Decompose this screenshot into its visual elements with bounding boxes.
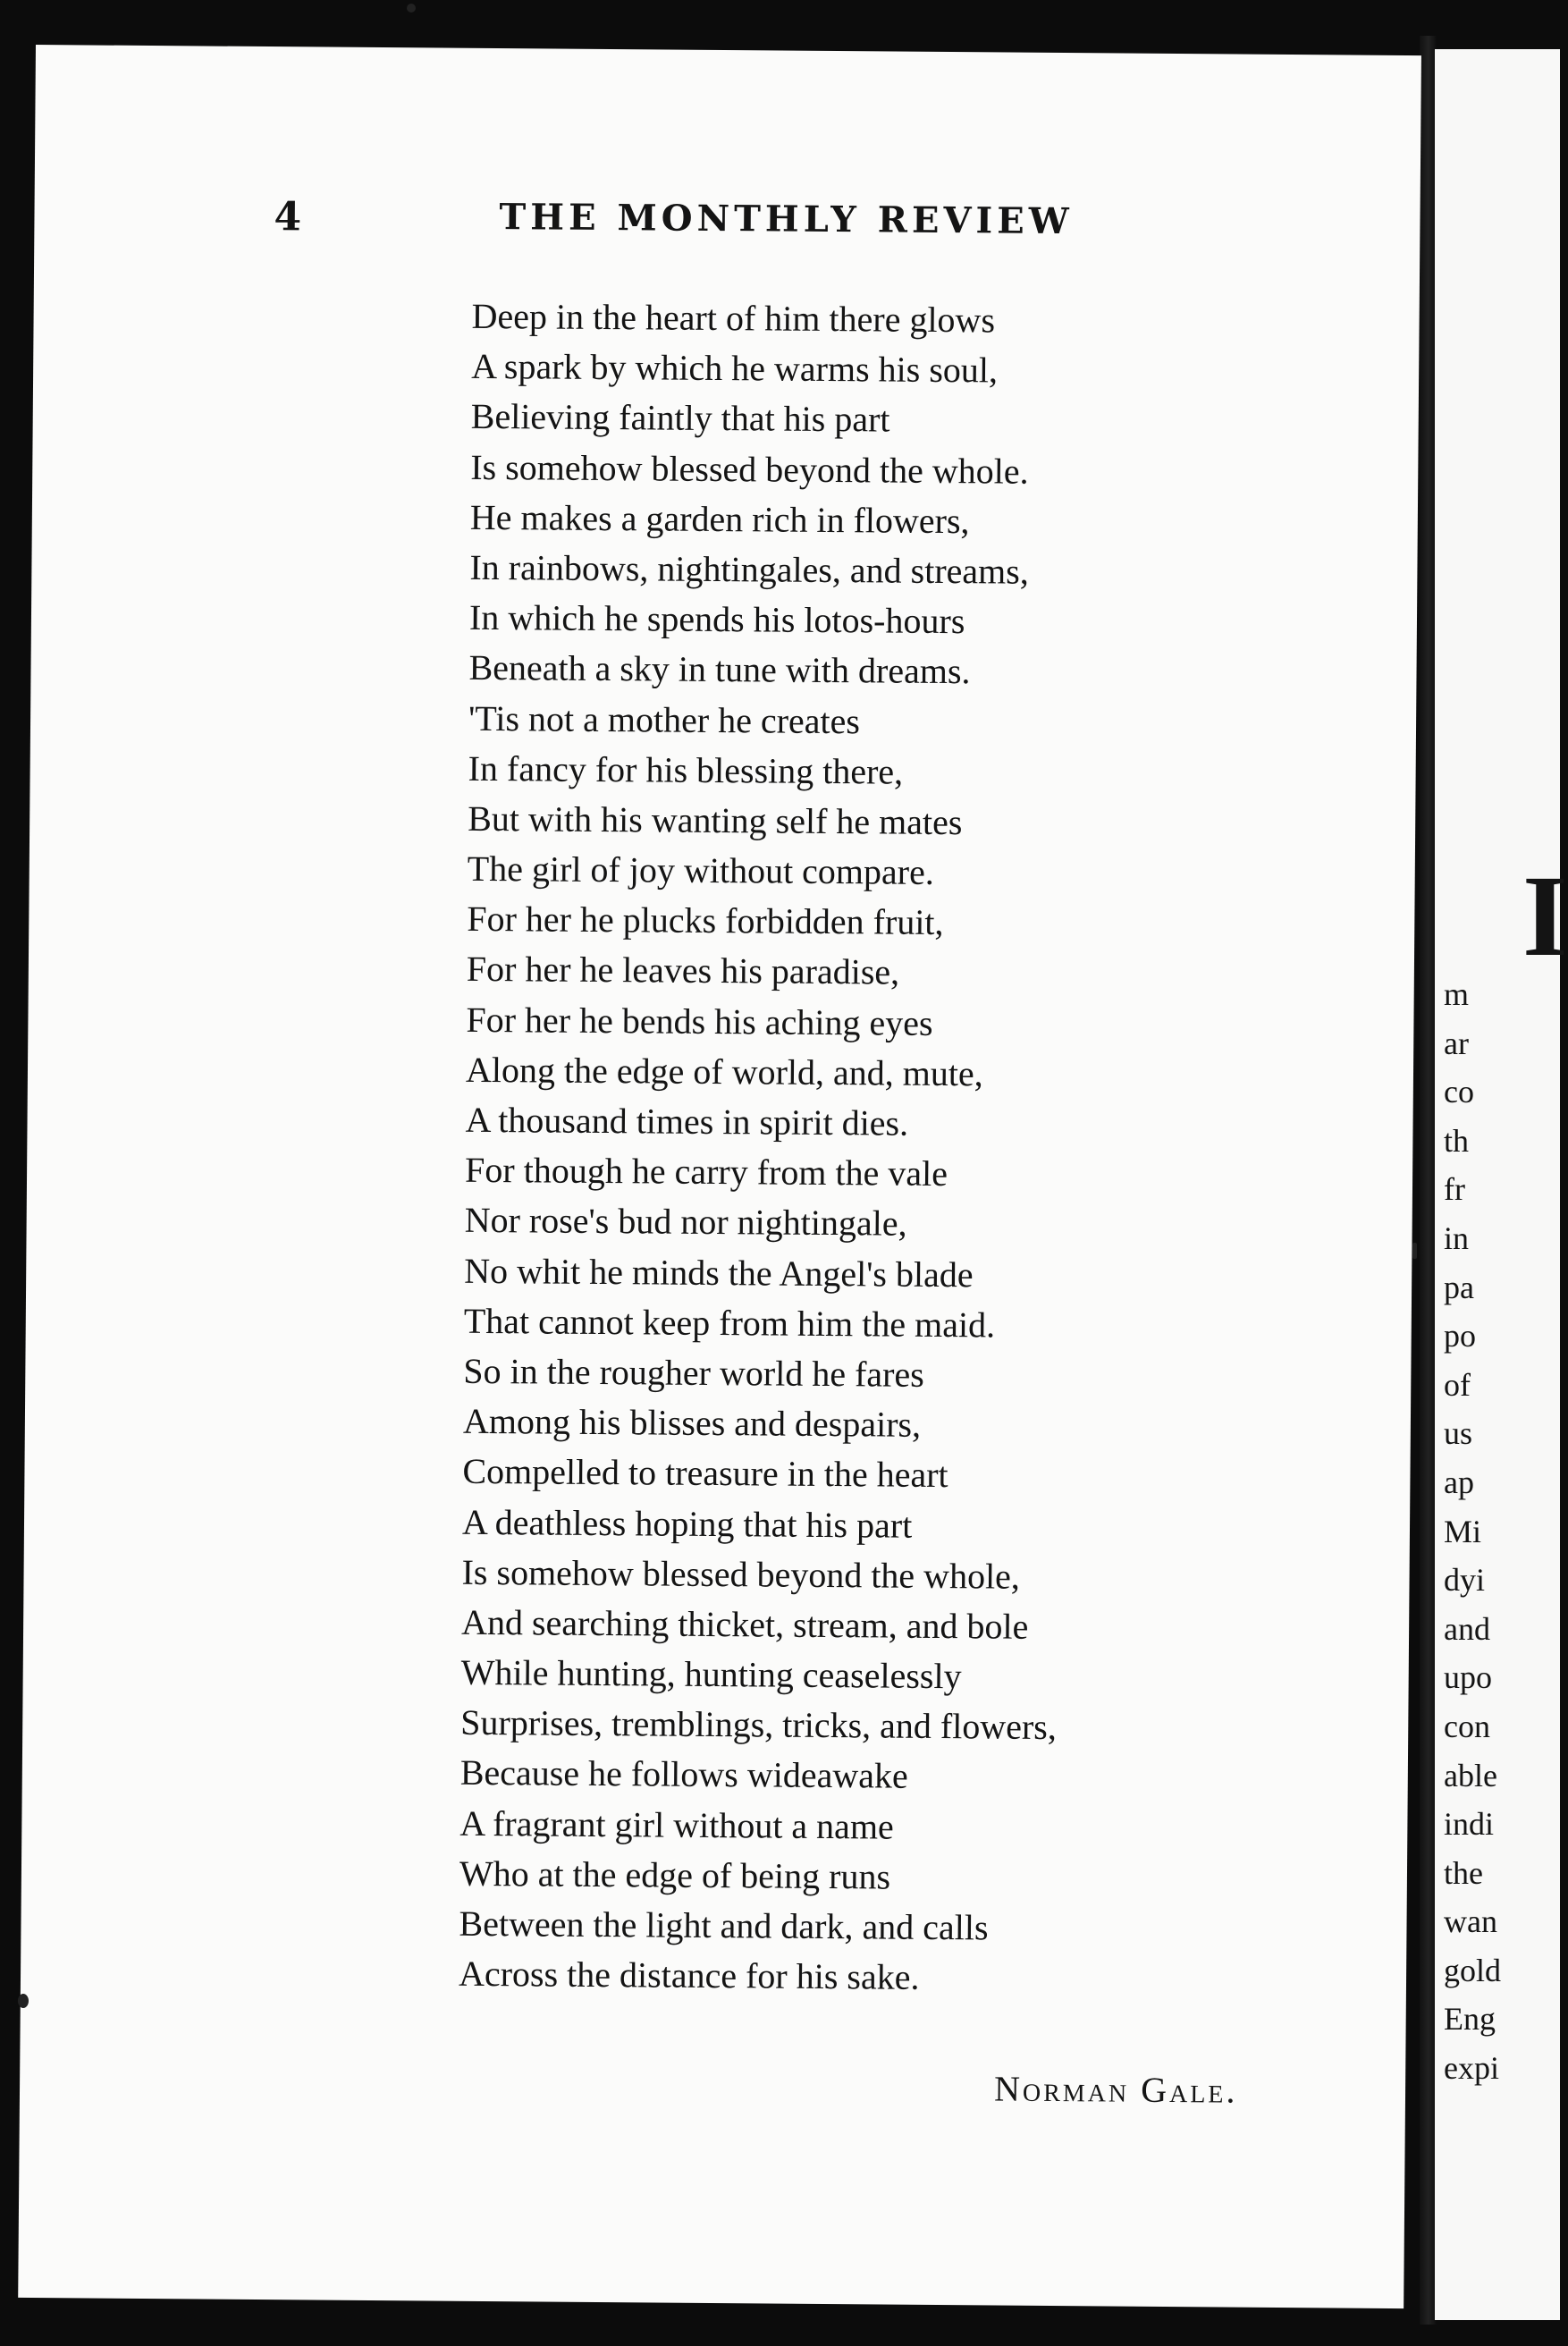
poem-line: Who at the edge of being runs [459, 1852, 891, 1897]
left-page [18, 45, 1421, 2308]
poem-line: Compelled to treasure in the heart [462, 1451, 948, 1496]
facing-page-line: con [1444, 1708, 1490, 1744]
poem-line: The girl of joy without compare. [467, 848, 935, 892]
facing-page [1435, 49, 1568, 2320]
poem-line: In rainbows, nightingales, and streams, [469, 546, 1030, 592]
facing-page-line: wan [1444, 1903, 1497, 1940]
facing-page-line: po [1444, 1318, 1476, 1354]
poem-line: Deep in the heart of him there glows [471, 295, 996, 341]
poem-line: Because he follows wideawake [459, 1752, 908, 1797]
poem-line: 'Tis not a mother he creates [468, 697, 861, 741]
poem-line: A thousand times in spirit dies. [465, 1099, 909, 1143]
facing-page-line: th [1444, 1122, 1470, 1159]
poem-line: Nor rose's bud nor nightingale, [464, 1200, 907, 1245]
facing-page-line: upo [1444, 1659, 1492, 1696]
poem-line: He makes a garden rich in flowers, [469, 496, 970, 541]
page-number: 4 [274, 194, 303, 241]
facing-page-line: able [1444, 1757, 1497, 1793]
poem-line: Across the distance for his sake. [458, 1953, 920, 1998]
poem-line: So in the rougher world he fares [463, 1350, 924, 1395]
poem-line: Believing faintly that his part [470, 396, 890, 440]
facing-page-text [1444, 970, 1501, 2093]
drop-cap: I [1522, 852, 1568, 981]
facing-page-line: expi [1444, 2050, 1499, 2087]
facing-page-line: ar [1444, 1025, 1469, 1061]
facing-page-line: dyi [1444, 1562, 1486, 1599]
facing-page-line: the [1444, 1854, 1483, 1891]
facing-page-line: and [1444, 1610, 1490, 1647]
poem-line: Among his blisses and despairs, [462, 1400, 922, 1445]
facing-page-line: us [1444, 1415, 1473, 1452]
facing-page-line: m [1444, 976, 1470, 1012]
poem-line: And searching thicket, stream, and bole [460, 1601, 1029, 1647]
poem-line: Is somehow blessed beyond the whole, [461, 1551, 1021, 1597]
poem-line: Surprises, tremblings, tricks, and flowers, [460, 1702, 1057, 1748]
facing-page-line: ap [1444, 1464, 1474, 1500]
facing-page-line: gold [1444, 1952, 1502, 1988]
poem-line: For her he leaves his paradise, [466, 949, 900, 993]
poem-line: A fragrant girl without a name [459, 1802, 894, 1847]
poem-line: For her he plucks forbidden fruit, [467, 899, 944, 943]
scan-speck [1412, 1243, 1417, 1259]
facing-page-line: fr [1444, 1171, 1465, 1208]
poem-line: Beneath a sky in tune with dreams. [468, 647, 971, 692]
poem-line: In fancy for his blessing there, [468, 747, 904, 792]
facing-page-line: Eng [1444, 2001, 1496, 2038]
poem-author: Norman Gale. [993, 2068, 1238, 2111]
facing-page-line: indi [1444, 1806, 1495, 1843]
running-head: THE MONTHLY REVIEW [499, 196, 1074, 243]
scan-speck [407, 4, 416, 13]
poem-line: Between the light and dark, and calls [459, 1903, 989, 1948]
poem-line: No whit he minds the Angel's blade [464, 1250, 974, 1295]
facing-page-line: of [1444, 1366, 1471, 1403]
facing-page-line: pa [1444, 1269, 1474, 1305]
poem-line: In which he spends his lotos-hours [468, 596, 965, 642]
scan-speck [18, 1994, 29, 2008]
poem-line: For her he bends his aching eyes [466, 999, 933, 1043]
facing-page-line: co [1444, 1074, 1474, 1110]
poem-line: A deathless hoping that his part [461, 1501, 913, 1546]
poem-line: But with his wanting self he mates [468, 797, 963, 843]
facing-page-line: in [1444, 1219, 1470, 1256]
poem-line: For though he carry from the vale [464, 1149, 948, 1194]
poem-line: Along the edge of world, and, mute, [465, 1049, 983, 1094]
poem-line: That cannot keep from him the maid. [463, 1300, 996, 1346]
poem-line: Is somehow blessed beyond the whole. [470, 446, 1029, 492]
poem [459, 291, 1294, 2006]
facing-page-line: Mi [1444, 1513, 1482, 1549]
poem-line: While hunting, hunting ceaselessly [460, 1651, 962, 1697]
poem-line: A spark by which he warms his soul, [471, 346, 999, 391]
